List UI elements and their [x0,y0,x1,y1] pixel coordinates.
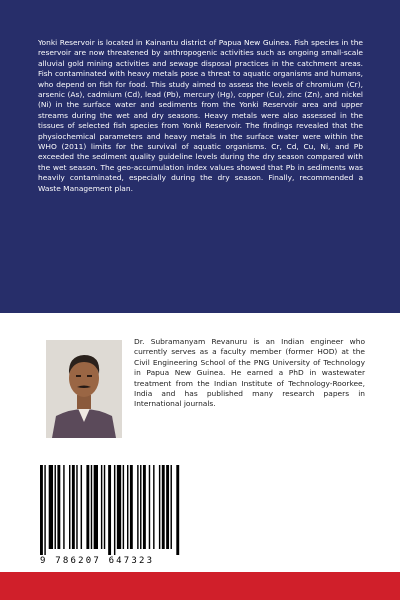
barcode-bar [159,465,160,549]
barcode-bar [57,465,60,549]
barcode-bar [76,465,77,549]
barcode-bar [91,465,92,549]
barcode-bar [69,465,70,549]
barcode-bar [166,465,169,549]
barcode-bar [171,465,172,549]
barcode-bar [137,465,138,549]
barcode-bar [123,465,124,549]
barcode-bar [162,465,165,549]
barcode-bars [29,465,184,557]
barcode-bar [127,465,128,549]
barcode-bar [81,465,82,549]
barcode-bar [55,465,56,549]
barcode-bar [104,465,105,549]
isbn-barcode [29,465,184,557]
barcode-bar [117,465,121,549]
barcode-bar [140,465,141,549]
barcode-bar [94,465,98,549]
barcode-bar [49,465,53,549]
abstract-text: Yonki Reservoir is located in Kainantu district of Papua New Guinea. Fish species in the reservoir are now threatened by anthropogenic activities such as ongoing small-scale alluvial gold mining activities and sewage disposal practices in the catchment areas. Fish contaminated with heavy metals pose a threat to aquatic organisms and humans, who depend on fish for food. This study aimed to assess the levels of chromium (Cr), arsenic (As), cadmium (Cd), lead (Pb), mercury (Hg), copper (Cu), zinc (Zn), and nickel (Ni) in the surface water and sediments from the Yonki Reservoir area and upper streams during the wet and dry seasons. Heavy metals were also assessed in the tissues of selected fish species from Yonki Reservoir. The findings revealed that the physiochemical parameters and heavy metals in the surface water were within the WHO (2011) limits for the survival of aquatic organisms. Cr, Cd, Cu, Ni, and Pb exceeded the sediment quality guideline levels during the dry season compared with the wet season. The geo-accumulation index values showed that Pb in sediments was heavily contaminated, especially during the dry season. Finally, recommended a Waste Management plan. [38,38,363,193]
barcode-bar [108,465,111,555]
author-photo [46,340,122,438]
barcode-bar [143,465,146,549]
barcode-bar [130,465,133,549]
barcode-bar [149,465,150,549]
barcode-bar [63,465,64,549]
barcode-bar [40,465,43,555]
isbn-digits: 9 786207 647323 [40,556,155,566]
author-portrait-image [46,340,122,438]
barcode-bar [114,465,115,555]
barcode-bar [86,465,89,549]
author-bio: Dr. Subramanyam Revanuru is an Indian engineer who currently serves as a faculty member (former HOD) at the Civil Engineering School of the PNG University of Technology in Papua New Guinea. He earned a PhD in wastewater treatment from the Indian Institute of Technology-Roorkee, India and has published many research papers in International journals. [134,337,365,409]
publisher-bar [0,572,400,600]
barcode-bar [176,465,179,555]
barcode-bar [153,465,154,549]
barcode-bar [72,465,75,549]
barcode-bar [44,465,45,555]
barcode-bar [101,465,102,549]
